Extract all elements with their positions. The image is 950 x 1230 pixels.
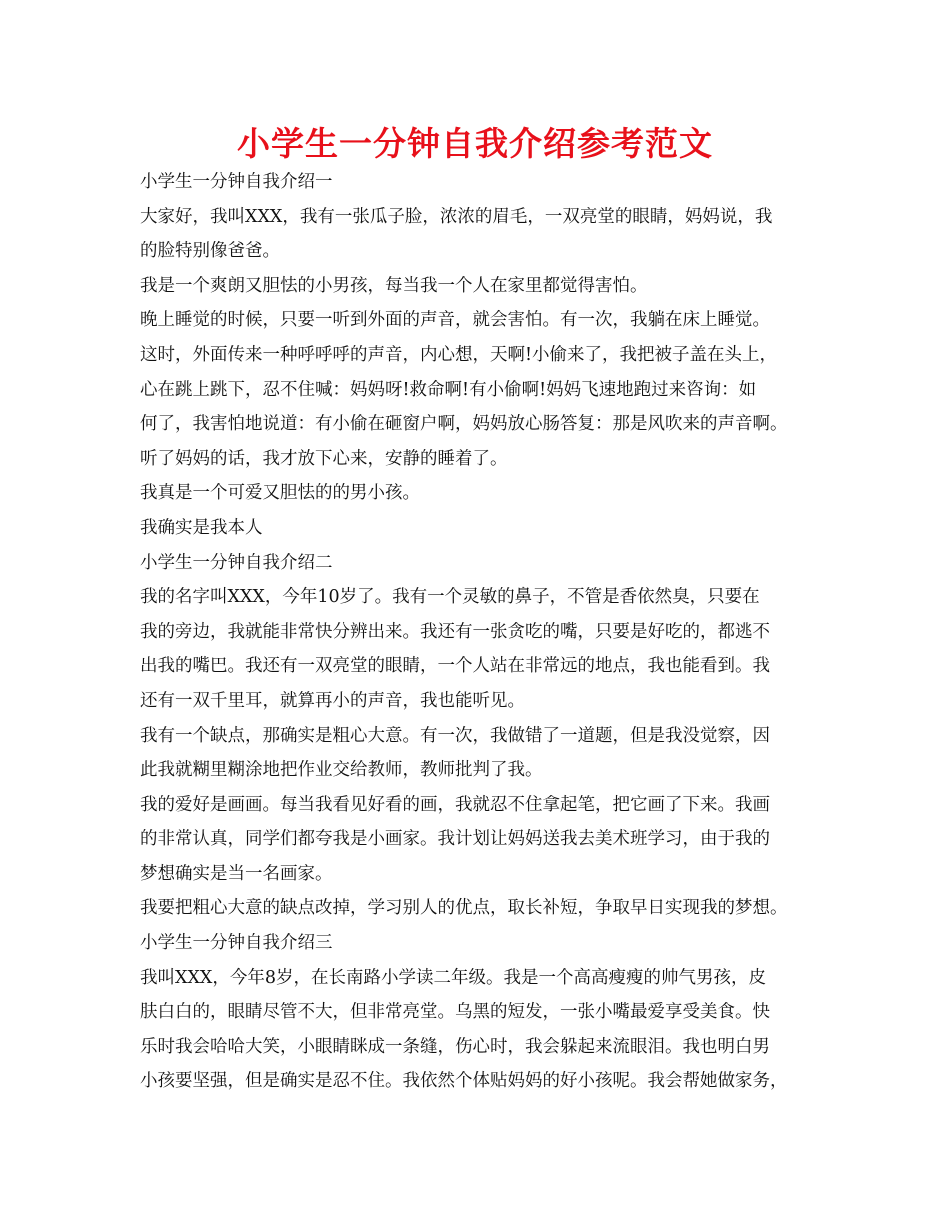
page-title: 小学生一分钟自我介绍参考范文 — [237, 124, 713, 163]
text-line: 心在跳上跳下，忍不住喊：妈妈呀!救命啊!有小偷啊!妈妈飞速地跑过来咨询：如 — [140, 379, 757, 400]
text-line: 小孩要坚强，但是确实是忍不住。我依然个体贴妈妈的好小孩呢。我会帮她做家务， — [140, 1071, 788, 1092]
section-heading: 小学生一分钟自我介绍三 — [140, 933, 333, 954]
section-heading: 小学生一分钟自我介绍一 — [140, 172, 333, 192]
text-line: 我的名字叫XXX，今年10岁了。我有一个灵敏的鼻子，不管是香依然臭，只要在 — [140, 587, 760, 608]
text-line: 晚上睡觉的时候，只要一听到外面的声音，就会害怕。有一次，我躺在床上睡觉。 — [140, 310, 770, 331]
text-line: 这时，外面传来一种呼呼呼的声音，内心想，天啊!小偷来了，我把被子盖在头上， — [140, 344, 778, 365]
text-line: 此我就糊里糊涂地把作业交给教师，教师批判了我。 — [140, 760, 543, 781]
text-line: 的非常认真，同学们都夸我是小画家。我计划让妈妈送我去美术班学习，由于我的 — [140, 829, 770, 850]
text-line: 我真是一个可爱又胆怯的的男小孩。 — [140, 483, 420, 504]
text-line: 还有一双千里耳，就算再小的声音，我也能听见。 — [140, 690, 525, 711]
text-line: 的脸特别像爸爸。 — [140, 241, 280, 262]
text-line: 我的旁边，我就能非常快分辨出来。我还有一张贪吃的嘴，只要是好吃的，都逃不 — [140, 621, 770, 642]
text-line: 我叫XXX，今年8岁，在长南路小学读二年级。我是一个高高瘦瘦的帅气男孩，皮 — [140, 967, 767, 988]
text-line: 我确实是我本人 — [140, 517, 263, 538]
text-line: 大家好，我叫XXX，我有一张瓜子脸，浓浓的眉毛，一双亮堂的眼睛，妈妈说，我 — [140, 206, 773, 227]
text-line: 乐时我会哈哈大笑，小眼睛眯成一条缝，伤心时，我会躲起来流眼泪。我也明白男 — [140, 1036, 770, 1057]
text-line: 我要把粗心大意的缺点改掉，学习别人的优点，取长补短，争取早日实现我的梦想。 — [140, 898, 788, 919]
text-line: 我是一个爽朗又胆怯的小男孩，每当我一个人在家里都觉得害怕。 — [140, 275, 648, 296]
section-heading: 小学生一分钟自我介绍二 — [140, 552, 333, 573]
text-line: 我有一个缺点，那确实是粗心大意。有一次，我做错了一道题，但是我没觉察，因 — [140, 725, 770, 746]
text-line: 肤白白的，眼睛尽管不大，但非常亮堂。乌黑的短发，一张小嘴最爱享受美食。快 — [140, 1002, 770, 1023]
text-line: 我的爱好是画画。每当我看见好看的画，我就忍不住拿起笔，把它画了下来。我画 — [140, 794, 770, 815]
text-line: 出我的嘴巴。我还有一双亮堂的眼睛，一个人站在非常远的地点，我也能看到。我 — [140, 656, 770, 677]
text-line: 何了，我害怕地说道：有小偷在砸窗户啊，妈妈放心肠答复：那是风吹来的声音啊。 — [140, 414, 788, 435]
text-line: 梦想确实是当一名画家。 — [140, 863, 333, 884]
text-line: 听了妈妈的话，我才放下心来，安静的睡着了。 — [140, 448, 508, 469]
document-body — [140, 165, 830, 1099]
